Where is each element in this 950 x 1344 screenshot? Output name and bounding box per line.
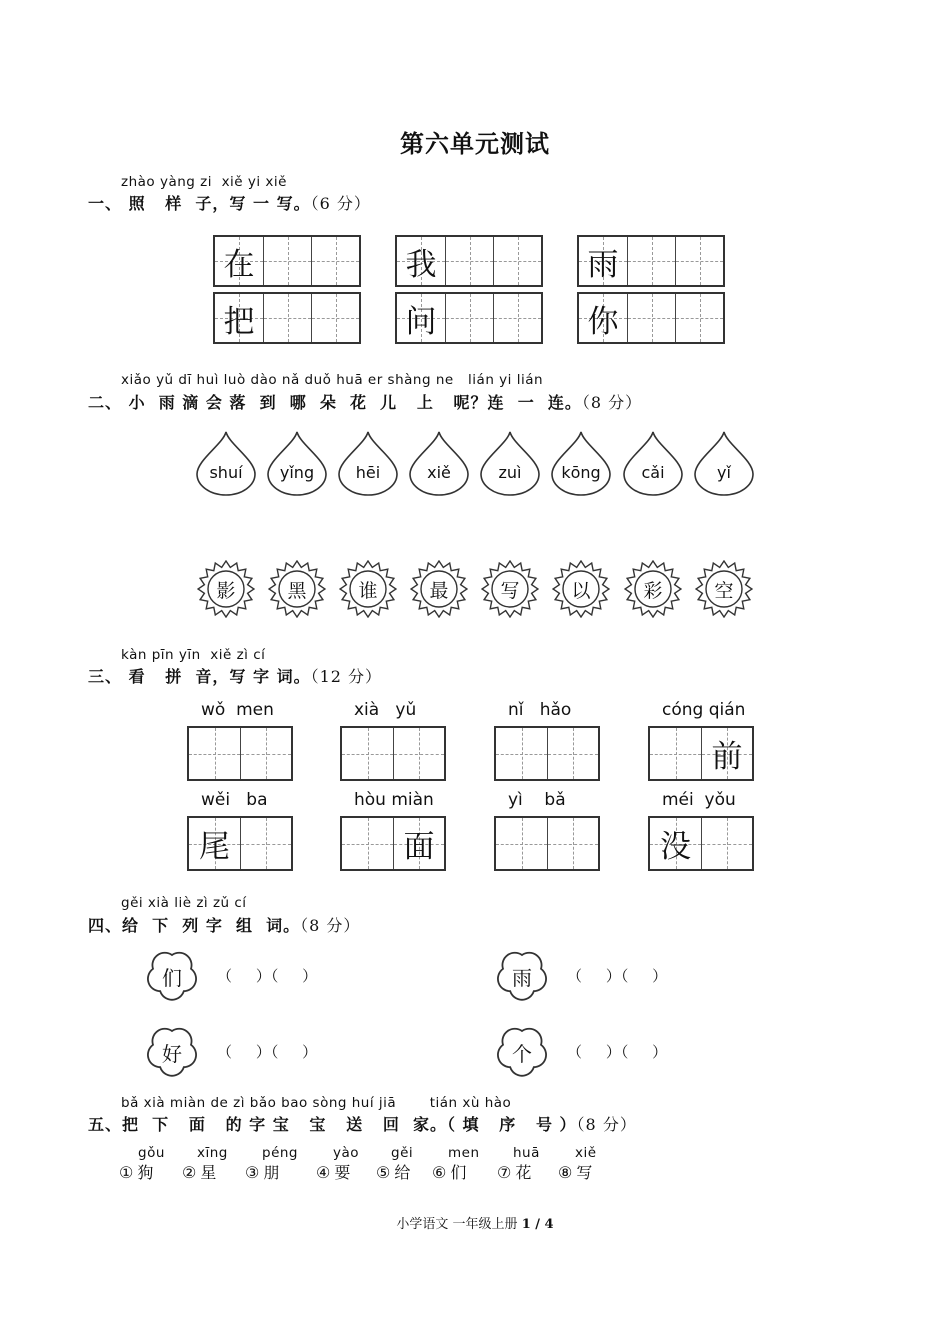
grid-cell[interactable] [627,237,675,285]
item-pinyin: huā [513,1145,540,1161]
item-number: ② [182,1163,197,1182]
raindrop[interactable] [691,430,757,496]
item-character: 星 [200,1163,217,1182]
word-grid [340,816,446,871]
item-char[interactable] [119,1160,153,1183]
q1-grid [577,292,725,344]
raindrop[interactable] [406,430,472,496]
grid-cell[interactable] [496,818,547,869]
raindrop-pinyin: xiě [427,463,451,482]
item-number: ⑦ [497,1163,512,1182]
item-pinyin: men [448,1145,480,1161]
grid-cell[interactable] [215,237,263,285]
grid-cell[interactable] [627,294,675,342]
grid-cell[interactable] [393,728,444,779]
q1-grid [213,235,361,287]
raindrop-pinyin: yǐng [279,463,315,482]
item-char[interactable] [245,1160,279,1183]
q1-pinyin: zhào yàng zi xiě yi xiě [121,174,287,190]
grid-cell[interactable] [445,294,493,342]
grid-cell[interactable] [579,294,627,342]
q3-pinyin: kàn pīn yīn xiě zì cí [121,647,266,663]
given-char: 前 [711,739,743,775]
answer-blanks[interactable]: （ ）（ ） [567,1043,668,1061]
raindrop-pinyin: cǎi [641,463,665,482]
flower[interactable] [268,560,326,618]
grid-cell[interactable] [215,294,263,342]
q1-grid [213,292,361,344]
item-char[interactable] [558,1160,592,1183]
item-number: ③ [245,1163,260,1182]
flower[interactable] [339,560,397,618]
flower[interactable] [410,560,468,618]
q2-label: 二、 小 雨 滴 会 落 到 哪 朵 花 儿 上 呢？连 一 连。（8 分） [88,393,643,412]
item-character: 写 [576,1163,593,1182]
item-pinyin: yào [333,1145,360,1161]
example-char: 把 [223,303,255,340]
item-character: 要 [334,1163,351,1182]
raindrop-pinyin: zuì [498,463,522,482]
word-flower [143,1021,201,1079]
raindrop[interactable] [548,430,614,496]
grid-cell[interactable] [650,818,701,869]
q3-label: 三、 看 拼 音，写 字 词。（12 分） [88,667,383,686]
word-pinyin: méi yǒu [662,790,736,810]
grid-cell[interactable] [579,237,627,285]
item-pinyin: gǒu [138,1145,165,1161]
word-char: 雨 [512,966,532,990]
flower[interactable] [552,560,610,618]
raindrop[interactable] [335,430,401,496]
item-character: 朋 [263,1163,280,1182]
word-grid [340,726,446,781]
flower-char: 最 [429,580,449,602]
grid-cell[interactable] [240,728,291,779]
flower[interactable] [197,560,255,618]
q1-grid [395,292,543,344]
item-character: 们 [450,1163,467,1182]
q1-grid [577,235,725,287]
example-char: 你 [587,303,619,340]
word-pinyin: yì bǎ [508,790,566,810]
word-grid [187,816,293,871]
flower[interactable] [481,560,539,618]
flower-char: 彩 [643,580,663,602]
example-char: 问 [405,303,437,340]
example-char: 我 [405,246,437,283]
flower-char: 谁 [358,580,378,602]
grid-cell[interactable] [675,237,723,285]
grid-cell[interactable] [311,237,359,285]
q4-pinyin: gěi xià liè zì zǔ cí [121,895,247,911]
item-char[interactable] [432,1160,466,1183]
raindrop-pinyin: hēi [355,463,381,482]
example-char: 雨 [587,246,619,283]
grid-cell[interactable] [393,818,444,869]
answer-blanks[interactable]: （ ）（ ） [217,1043,318,1061]
raindrop[interactable] [193,430,259,496]
item-number: ⑧ [558,1163,573,1182]
item-number: ⑥ [432,1163,447,1182]
grid-cell[interactable] [650,728,701,779]
grid-cell[interactable] [547,818,598,869]
item-pinyin: xiě [575,1145,597,1161]
grid-cell[interactable] [342,728,393,779]
answer-blanks[interactable]: （ ）（ ） [567,967,668,985]
word-char: 个 [512,1042,532,1066]
grid-cell[interactable] [445,237,493,285]
grid-cell[interactable] [397,237,445,285]
raindrop-pinyin: shuí [209,463,243,482]
page-number: 1 / 4 [521,1217,554,1232]
flower-char: 写 [500,580,520,602]
flower-char: 空 [714,580,734,602]
flower-char: 以 [571,580,591,602]
word-pinyin: wěi ba [201,790,268,810]
given-char: 面 [403,829,435,865]
item-number: ⑤ [376,1163,391,1182]
flower[interactable] [695,560,753,618]
item-pinyin: gěi [391,1145,414,1161]
answer-blanks[interactable]: （ ）（ ） [217,967,318,985]
word-flower [143,945,201,1003]
word-pinyin: hòu miàn [354,790,434,810]
grid-cell[interactable] [493,237,541,285]
item-pinyin: péng [262,1145,299,1161]
grid-cell[interactable] [342,818,393,869]
raindrop[interactable] [620,430,686,496]
flower-char: 黑 [287,580,307,602]
raindrop-pinyin: kōng [561,463,601,482]
q4-label: 四、给 下 列 字 组 词。（8 分） [88,916,361,935]
word-grid [648,816,754,871]
word-char: 们 [162,966,182,990]
item-char[interactable] [376,1160,410,1183]
word-grid [494,726,600,781]
item-char[interactable] [316,1160,350,1183]
raindrop[interactable] [264,430,330,496]
q2-pinyin: xiǎo yǔ dī huì luò dào nǎ duǒ huā er shàng ne lián yi lián [121,372,544,388]
grid-cell[interactable] [496,728,547,779]
grid-cell[interactable] [701,728,752,779]
word-grid [187,726,293,781]
given-char: 没 [660,829,691,865]
example-char: 在 [223,246,255,283]
grid-cell[interactable] [493,294,541,342]
grid-cell[interactable] [675,294,723,342]
word-pinyin: wǒ men [201,700,274,720]
raindrop[interactable] [477,430,543,496]
grid-cell[interactable] [547,728,598,779]
flower[interactable] [624,560,682,618]
word-pinyin: nǐ hǎo [508,700,572,720]
item-character: 给 [394,1163,411,1182]
grid-cell[interactable] [701,818,752,869]
item-pinyin: xīng [197,1145,228,1161]
grid-cell[interactable] [189,728,240,779]
grid-cell[interactable] [240,818,291,869]
q5-pinyin: bǎ xià miàn de zì bǎo bao sòng huí jiā tián xù hào [121,1095,512,1111]
page-footer: 小学语文 一年级上册 1 / 4 [396,1217,554,1232]
grid-cell[interactable] [311,294,359,342]
grid-cell[interactable] [263,237,311,285]
word-flower [493,945,551,1003]
word-pinyin: xià yǔ [354,700,417,720]
word-grid [648,726,754,781]
item-character: 花 [515,1163,532,1182]
item-character: 狗 [137,1163,154,1182]
item-number: ④ [316,1163,331,1182]
item-char[interactable] [497,1160,531,1183]
word-pinyin: cóng qián [662,700,746,720]
word-grid [494,816,600,871]
item-char[interactable] [182,1160,216,1183]
grid-cell[interactable] [189,818,240,869]
q5-label: 五、把 下 面 的 字 宝 宝 送 回 家。（ 填 序 号 ）（8 分） [88,1115,637,1134]
q1-label: 一、 照 样 子，写 一 写。（6 分） [88,194,371,213]
grid-cell[interactable] [263,294,311,342]
raindrop-pinyin: yǐ [717,463,731,482]
word-char: 好 [162,1042,182,1066]
grid-cell[interactable] [397,294,445,342]
word-flower [493,1021,551,1079]
q1-grid [395,235,543,287]
flower-char: 影 [216,580,236,602]
item-number: ① [119,1163,134,1182]
given-char: 尾 [199,829,230,865]
page-title: 第六单元测试 [400,129,550,158]
